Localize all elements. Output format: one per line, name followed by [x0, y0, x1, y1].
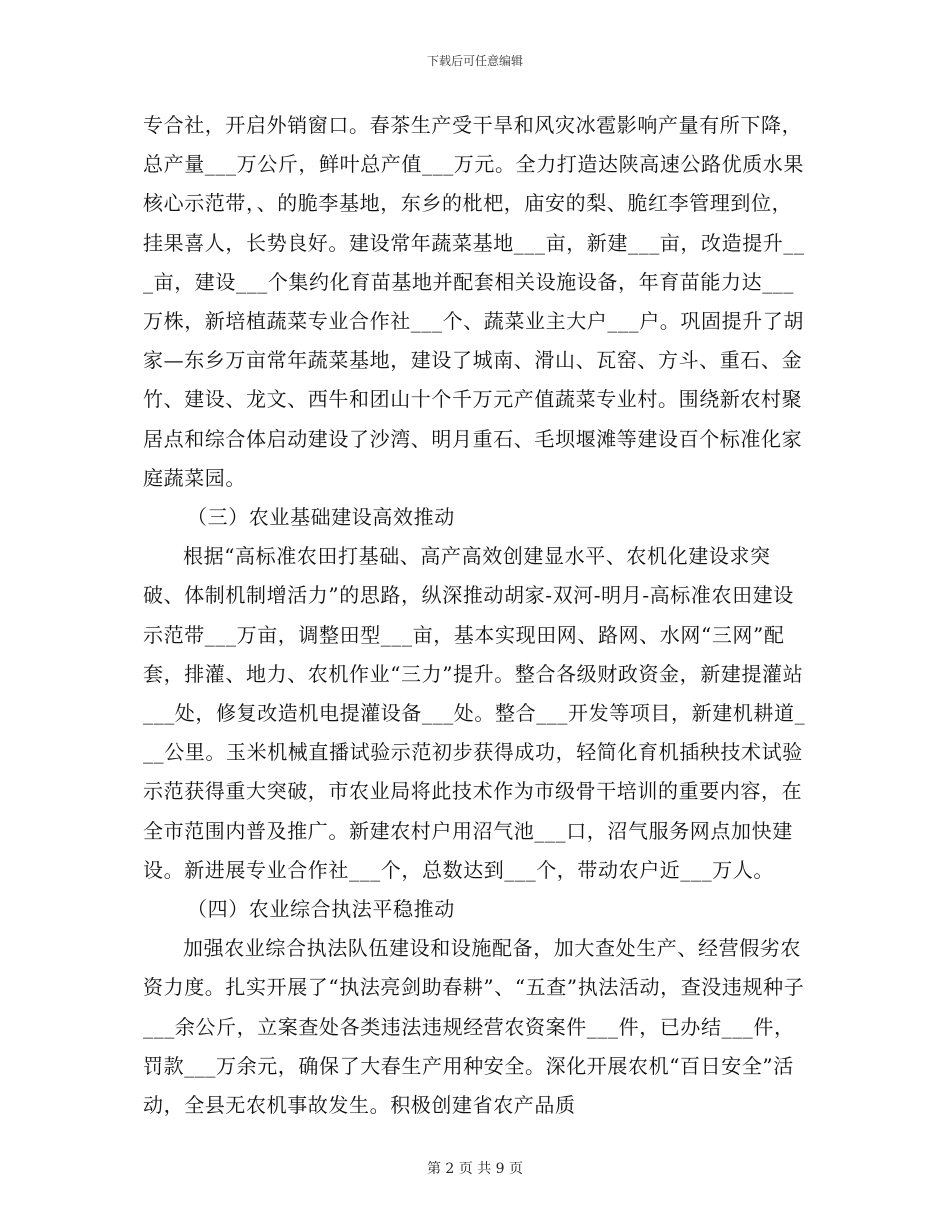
section-heading-law-enforcement: （四）农业综合执法平稳推动	[187, 897, 455, 922]
page-number-footer: 第 2 页 共 9 页	[426, 1161, 524, 1177]
document-body	[143, 106, 811, 1125]
paragraph-vegetable-base: 专合社，开启外销窗口。春茶生产受干旱和风灾冰雹影响产量有所下降，总产量___万公斤，鲜叶总产值___万元。全力打造达陕高速公路优质水果核心示范带，、的脆李基地，东乡的枇杷，庙安的梨、脆红李管理到位，挂果喜人，长势良好。建设常年蔬菜基地___亩，新建___亩，改造提升___亩，建设___个集约化育苗基地并配套相关设施设备，年育苗能力达___万株，新培植蔬菜专业合作社___个、蔬菜业主大户___户。巩固提升了胡家—东乡万亩常年蔬菜基地，建设了城南、滑山、瓦窑、方斗、重石、金竹、建设、龙文、西牛和团山十个千万元产值蔬菜专业村。围绕新农村聚居点和综合体启动建设了沙湾、明月重石、毛坝堰滩等建设百个标准化家庭蔬菜园。	[143, 113, 805, 490]
section-heading-infrastructure: （三）农业基础建设高效推动	[187, 505, 455, 530]
paragraph-infrastructure: 根据“高标准农田打基础、高产高效创建显水平、农机化建设求突破、体制机制增活力”的思路，纵深推动胡家-双河-明月-高标准农田建设示范带___万亩，调整田型___亩，基本实现田网、路网、水网“三网”配套，排灌、地力、农机作业“三力”提升。整合各级财政资金，新建提灌站___处，修复改造机电提灌设备___处。整合___开发等项目，新建机耕道___公里。玉米机械直播试验示范初步获得成功，轻简化育机插秧技术试验示范获得重大突破，市农业局将此技术作为市级骨干培训的重要内容，在全市范围内普及推广。新建农村户用沼气池___口，沼气服务网点加快建设。新进展专业合作社___个，总数达到___个，带动农户近___万人。	[143, 544, 806, 882]
page-header: 下载后可任意编辑	[426, 54, 523, 68]
paragraph-law-enforcement: 加强农业综合执法队伍建设和设施配备，加大查处生产、经营假劣农资力度。扎实开展了“执法亮剑助春耕”、“五查”执法活动，查没违规种子___余公斤，立案查处各类违法违规经营农资案件___件，已办结___件，罚款___万余元，确保了大春生产用种安全。深化开展农机“百日安全”活动，全县无农机事故发生。积极创建省农产品质	[143, 936, 805, 1118]
